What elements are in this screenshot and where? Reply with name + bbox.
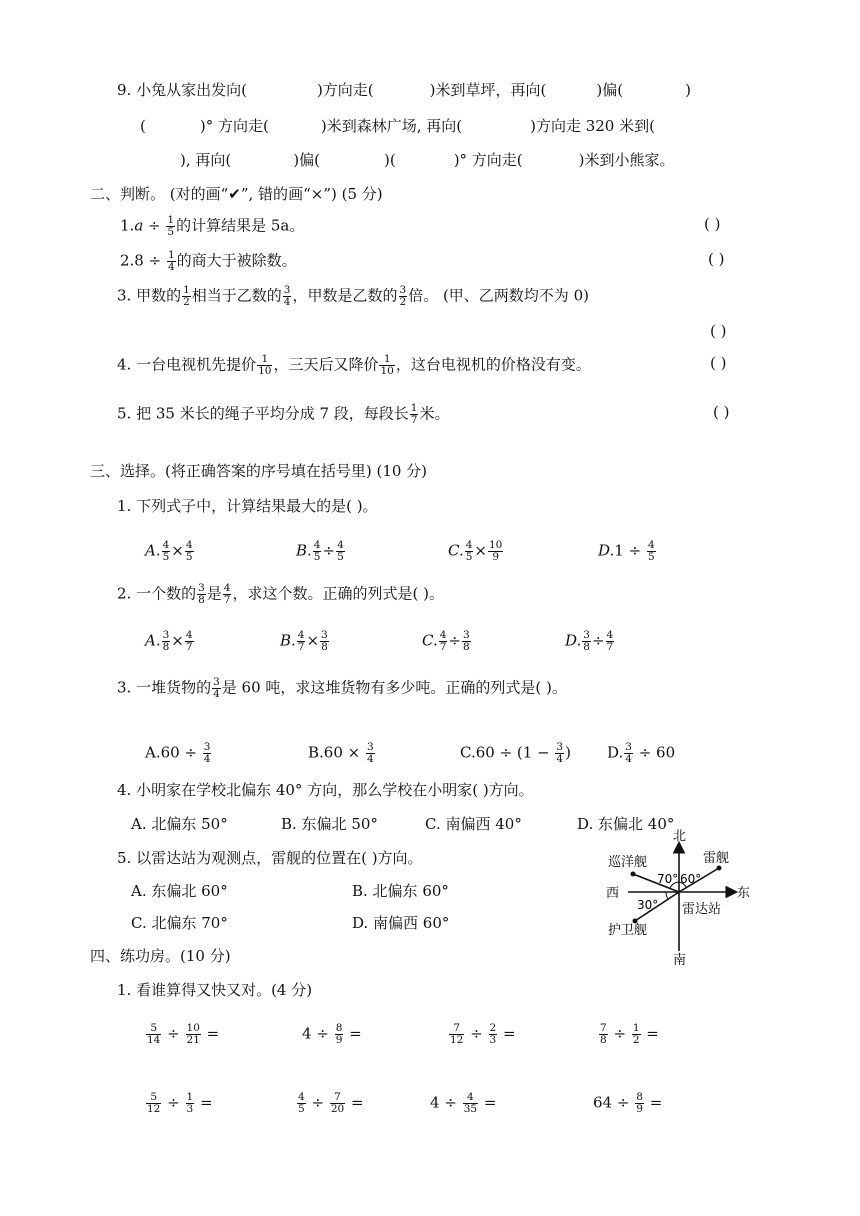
label-angle-70: 70° <box>657 872 679 886</box>
judge-item-5: 5. 把 35 米长的绳子平均分成 7 段，每段长 $\frac{1}{7}$ 米。 <box>117 402 450 426</box>
judge-item-1: 1.a ÷ $\frac{1}{5}$ 的计算结果是 5a。 <box>120 214 305 238</box>
choice-q1-stem: 1. 下列式子中，计算结果最大的是( )。 <box>117 497 378 515</box>
choice-q2-option-c[interactable]: C. $\frac{4}{7}$ ÷ $\frac{3}{8}$ <box>422 629 470 653</box>
judge-paren-4[interactable]: ( ) <box>710 354 727 372</box>
choice-q5-stem: 5. 以雷达站为观测点，雷舰的位置在( )方向。 <box>117 849 423 867</box>
section4-title: 四、练功房。(10 分) <box>90 947 231 965</box>
q9-line1: 9. 小兔从家出发向( )方向走( )米到草坪，再向( )偏( ) <box>117 81 691 99</box>
choice-q1-option-b[interactable]: B. $\frac{4}{5}$ ÷ $\frac{4}{5}$ <box>296 539 344 563</box>
choice-q2-option-b[interactable]: B. $\frac{4}{7}$ × $\frac{3}{8}$ <box>280 629 328 653</box>
calc-7: 4 ÷ $\frac{4}{35}$ = <box>430 1091 497 1115</box>
calc-1: $\frac{5}{14}$ ÷ $\frac{10}{21}$ = <box>147 1022 220 1046</box>
cruiser-dot <box>631 872 636 877</box>
choice-q3-option-c[interactable]: C.60 ÷ (1 − $\frac{3}{4}$ ) <box>460 741 571 765</box>
judge-paren-1[interactable]: ( ) <box>704 215 721 233</box>
choice-q1-option-a[interactable]: A. $\frac{4}{5}$ × $\frac{4}{5}$ <box>145 539 193 563</box>
label-north: 北 <box>673 829 687 844</box>
radar-direction-diagram <box>600 826 760 966</box>
choice-q2-stem: 2. 一个数的 $\frac{3}{8}$ 是 $\frac{4}{7}$ ，求这个数。正确的列式是( )。 <box>117 582 444 606</box>
label-east: 东 <box>737 886 751 901</box>
label-south: 南 <box>673 953 687 966</box>
choice-q5-option-b[interactable]: B. 北偏东 60° <box>352 882 449 900</box>
label-angle-60: 60° <box>680 872 702 886</box>
choice-q4-option-b[interactable]: B. 东偏北 50° <box>281 815 378 833</box>
judge-item-3: 3. 甲数的 $\frac{1}{2}$ 相当于乙数的 $\frac{3}{4}$ ，甲数是乙数的 $\frac{3}{2}$ 倍。 (甲、乙两数均不为 0) <box>117 284 589 308</box>
q9-line3: ), 再向( )偏( )( )° 方向走( )米到小熊家。 <box>180 151 675 169</box>
judge-paren-3[interactable]: ( ) <box>710 322 727 340</box>
choice-q2-option-d[interactable]: D. $\frac{3}{8}$ ÷ $\frac{4}{7}$ <box>565 629 614 653</box>
judge-item-2: 2.8 ÷ $\frac{1}{4}$ 的商大于被除数。 <box>120 249 297 273</box>
calc-6: $\frac{4}{5}$ ÷ $\frac{7}{20}$ = <box>298 1091 364 1115</box>
section2-title: 二、判断。 (对的画“✔”, 错的画“×”) (5 分) <box>90 185 383 203</box>
choice-q3-option-d[interactable]: D. $\frac{3}{4}$ ÷ 60 <box>607 741 676 765</box>
section3-title: 三、选择。(将正确答案的序号填在括号里) (10 分) <box>90 462 428 480</box>
choice-q1-option-c[interactable]: C. $\frac{4}{5}$ × $\frac{10}{9}$ <box>448 539 503 563</box>
judge-paren-5[interactable]: ( ) <box>713 403 730 421</box>
calc-2: 4 ÷ $\frac{8}{9}$ = <box>302 1022 362 1046</box>
choice-q5-option-d[interactable]: D. 南偏西 60° <box>352 914 450 932</box>
choice-q5-option-c[interactable]: C. 北偏东 70° <box>131 914 228 932</box>
choice-q3-option-b[interactable]: B.60 × $\frac{3}{4}$ <box>308 741 374 765</box>
choice-q2-option-a[interactable]: A. $\frac{3}{8}$ × $\frac{4}{7}$ <box>145 629 193 653</box>
label-angle-30: 30° <box>637 898 659 912</box>
label-station: 雷达站 <box>682 902 722 917</box>
section4-sub: 1. 看谁算得又快又对。(4 分) <box>117 981 313 999</box>
calc-4: $\frac{7}{8}$ ÷ $\frac{1}{2}$ = <box>600 1022 659 1046</box>
label-frigate: 护卫舰 <box>608 923 648 938</box>
choice-q4-option-d[interactable]: D. 东偏北 40° <box>577 815 675 833</box>
calc-5: $\frac{5}{12}$ ÷ $\frac{1}{3}$ = <box>147 1091 213 1115</box>
choice-q4-option-a[interactable]: A. 北偏东 50° <box>131 815 228 833</box>
ship-dot <box>717 866 722 871</box>
angle-arc-30 <box>666 892 668 899</box>
choice-q3-stem: 3. 一堆货物的 $\frac{3}{4}$ 是 60 吨，求这堆货物有多少吨。正确的列式是( )。 <box>117 676 567 700</box>
calc-3: $\frac{7}{12}$ ÷ $\frac{2}{3}$ = <box>450 1022 516 1046</box>
judge-paren-2[interactable]: ( ) <box>708 250 725 268</box>
q9-line2: ( )° 方向走( )米到森林广场, 再向( )方向走 320 米到( <box>140 117 655 135</box>
calc-8: 64 ÷ $\frac{8}{9}$ = <box>593 1091 663 1115</box>
label-west: 西 <box>606 886 620 901</box>
choice-q4-stem: 4. 小明家在学校北偏东 40° 方向，那么学校在小明家( )方向。 <box>117 781 534 799</box>
choice-q3-option-a[interactable]: A.60 ÷ $\frac{3}{4}$ <box>145 741 211 765</box>
label-cruiser: 巡洋舰 <box>608 855 648 870</box>
choice-q1-option-d[interactable]: D.1 ÷ $\frac{4}{5}$ <box>598 539 655 563</box>
choice-q4-option-c[interactable]: C. 南偏西 40° <box>425 815 522 833</box>
judge-item-4: 4. 一台电视机先提价 $\frac{1}{10}$ ，三天后又降价 $\frac{1}{10}$ ，这台电视机的价格没有变。 <box>117 353 591 377</box>
label-ship: 雷舰 <box>703 851 730 866</box>
choice-q5-option-a[interactable]: A. 东偏北 60° <box>131 882 228 900</box>
